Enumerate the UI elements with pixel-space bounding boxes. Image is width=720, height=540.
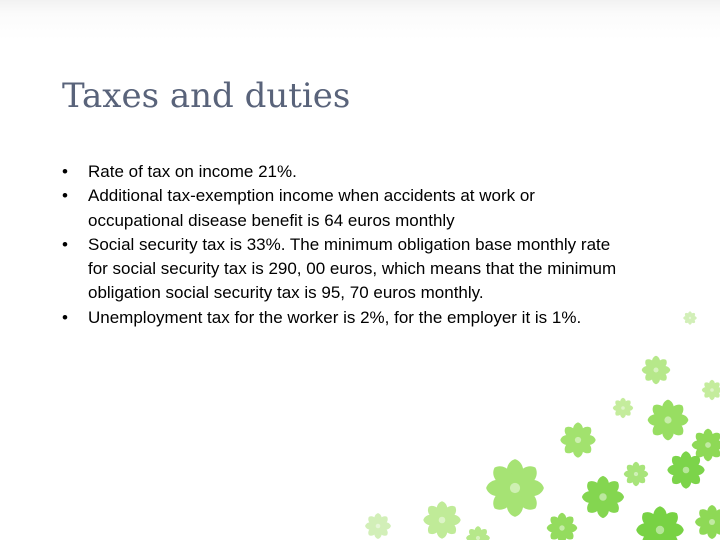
bullet-marker: • bbox=[62, 307, 68, 327]
bullet-text: Social security tax is 33%. The minimum obligation base monthly rate for social security tax is 290, 00 euros, which means that the minimum obligation social security tax is 95, 70 euros monthly. bbox=[88, 234, 617, 303]
bullet-marker: • bbox=[62, 186, 68, 206]
slide-title: Taxes and duties bbox=[62, 76, 351, 116]
bullet-text: Additional tax-exemption income when accidents at work or occupational disease benefit is 64 euros monthly bbox=[88, 186, 535, 230]
bullet-marker: • bbox=[62, 162, 68, 181]
bullet-text: Unemployment tax for the worker is 2%, for the employer it is 1%. bbox=[88, 307, 582, 327]
bullet-text: Rate of tax on income 21%. bbox=[88, 162, 297, 181]
bullet-marker: • bbox=[62, 234, 68, 254]
flower-icon bbox=[365, 311, 720, 540]
